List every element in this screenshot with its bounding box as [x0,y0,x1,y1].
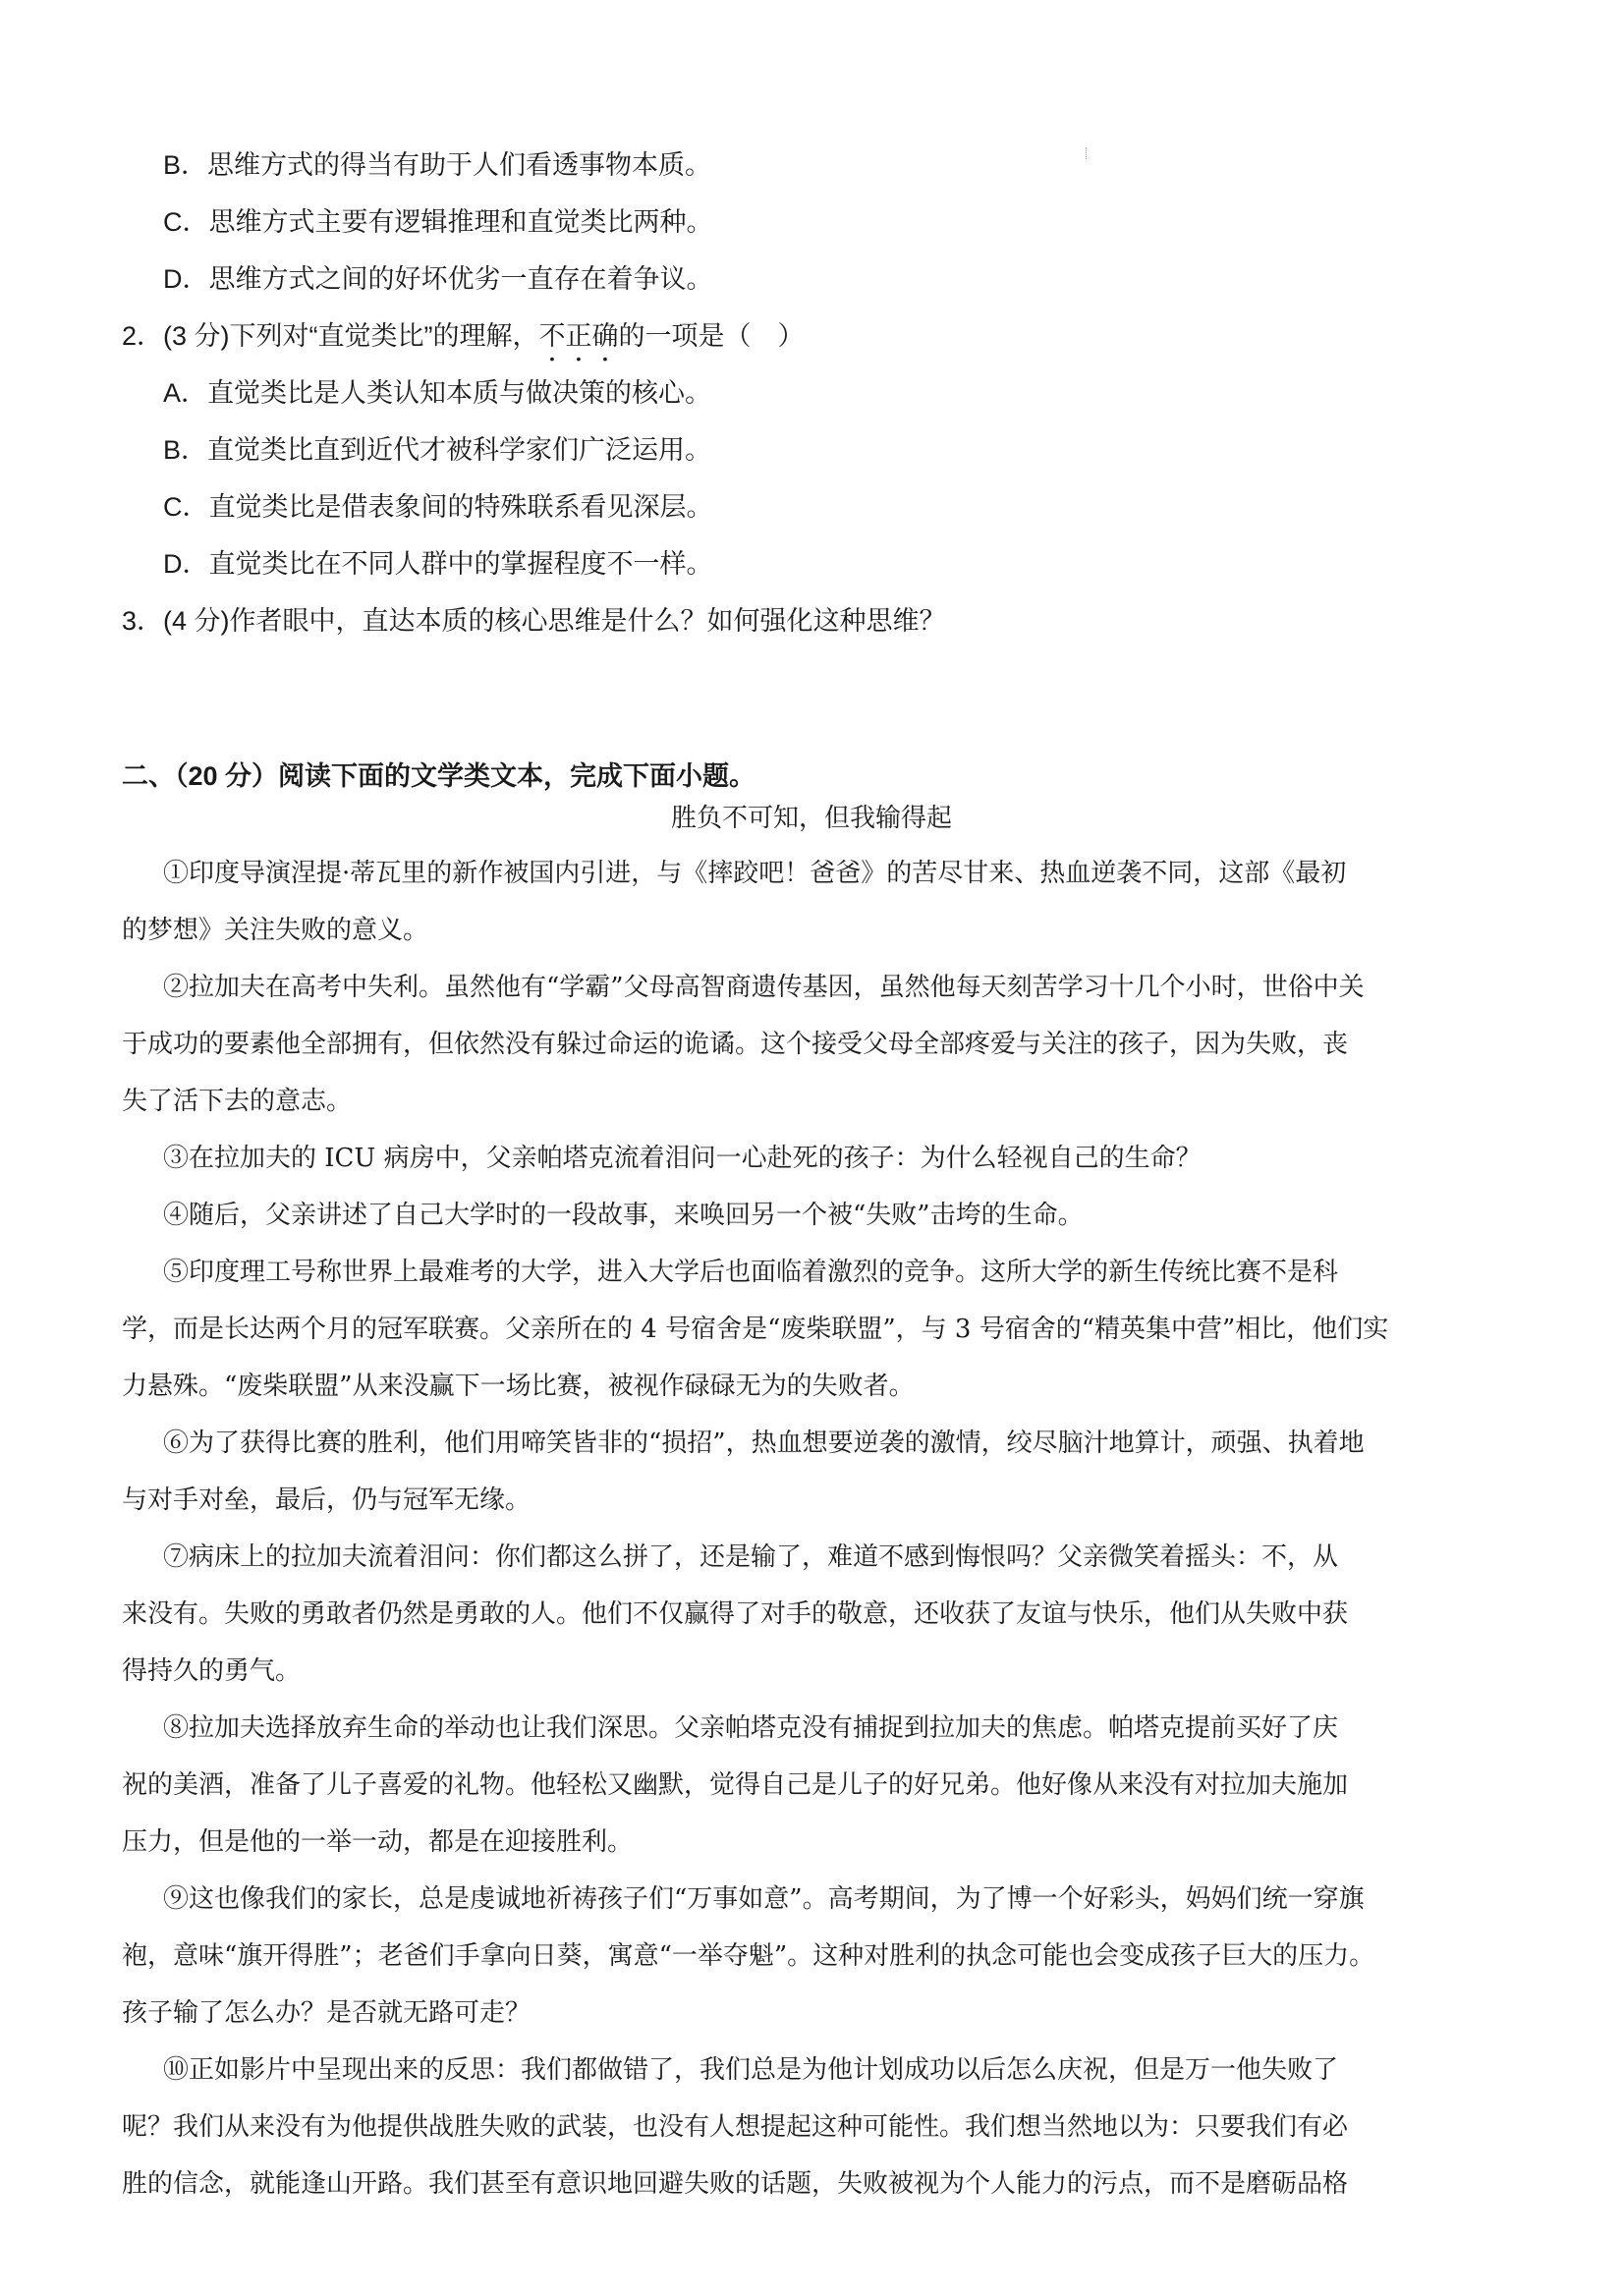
q2-stem-emphasis: 不正确 [538,321,619,351]
passage-line: 呢？我们从来没有为他提供战胜失败的武装，也没有人想提起这种可能性。我们想当然地以为：只要我们有必 [122,2112,1349,2142]
passage-line: 力悬殊。“废柴联盟”从来没赢下一场比赛，被视作碌碌无为的失败者。 [122,1372,915,1401]
passage-title: 胜负不可知，但我输得起 [670,804,952,833]
passage-line: ⑧拉加夫选择放弃生命的举动也让我们深思。父亲帕塔克没有捕捉到拉加夫的焦虑。帕塔克提前买好了庆 [163,1713,1339,1743]
passage-line: 得持久的勇气。 [122,1656,302,1686]
q1-option-c: C．思维方式主要有逻辑推理和直觉类比两种。 [163,207,713,237]
passage-line: ③在拉加夫的 ICU 病房中，父亲帕塔克流着泪问一心赴死的孩子：为什么轻视自己的生命？ [163,1144,1202,1173]
passage-line: 于成功的要素他全部拥有，但依然没有躲过命运的诡谲。这个接受父母全部疼爱与关注的孩子，因为失败，丧 [122,1030,1349,1059]
q2-option-a: A．直觉类比是人类认知本质与做决策的核心。 [163,378,712,408]
passage-line: 与对手对垒，最后，仍与冠军无缘。 [122,1485,532,1515]
passage-line: 的梦想》关注失败的意义。 [122,916,429,945]
passage-line: ①印度导演涅提·蒂瓦里的新作被国内引进，与《摔跤吧！爸爸》的苦尽甘来、热血逆袭不同，这部《最初 [163,859,1347,888]
passage-line: 袍，意味“旗开得胜”；老爸们手拿向日葵，寓意“一举夺魁”。这种对胜利的执念可能也会变成孩子巨大的压力。 [122,1941,1375,1971]
q3-stem: 3．(4 分)作者眼中，直达本质的核心思维是什么？如何强化这种思维？ [122,606,946,636]
passage-line: 来没有。失败的勇敢者仍然是勇敢的人。他们不仅赢得了对手的敬意，还收获了友谊与快乐，他们从失败中获 [122,1599,1349,1629]
passage-line: ④随后，父亲讲述了自己大学时的一段故事，来唤回另一个被“失败”击垮的生命。 [163,1201,1084,1230]
q2-option-b: B．直觉类比直到近代才被科学家们广泛运用。 [163,435,712,465]
passage-line: 学，而是长达两个月的冠军联赛。父亲所在的 4 号宿舍是“废柴联盟”，与 3 号宿舍的“精英集中营”相比，他们实 [122,1315,1389,1344]
q2-stem-before: 2．(3 分)下列对“直觉类比”的理解， [122,321,539,351]
passage-line: 压力，但是他的一举一动，都是在迎接胜利。 [122,1827,634,1857]
passage-line: ⑥为了获得比赛的胜利，他们用啼笑皆非的“损招”，热血想要逆袭的激情，绞尽脑汁地算计，顽强、执着地 [163,1428,1365,1458]
q2-stem [122,314,805,366]
passage-line: 失了活下去的意志。 [122,1087,353,1116]
passage-line: ⑤印度理工号称世界上最难考的大学，进入大学后也面临着激烈的竞争。这所大学的新生传统比赛不是科 [163,1258,1339,1287]
passage-line: ⑦病床上的拉加夫流着泪问：你们都这么拼了，还是输了，难道不感到悔恨吗？父亲微笑着摇头：不，从 [163,1542,1339,1572]
passage-line: ⑨这也像我们的家长，总是虔诚地祈祷孩子们“万事如意”。高考期间，为了博一个好彩头，妈妈们统一穿旗 [163,1884,1365,1914]
q2-option-c: C．直觉类比是借表象间的特殊联系看见深层。 [163,492,713,522]
passage-line: ②拉加夫在高考中失利。虽然他有“学霸”父母高智商遗传基因，虽然他每天刻苦学习十几个小时，世俗中关 [163,973,1365,1002]
passage-line: ⑩正如影片中呈现出来的反思：我们都做错了，我们总是为他计划成功以后怎么庆祝，但是万一他失败了 [163,2055,1339,2085]
passage-line: 胜的信念，就能逢山开路。我们甚至有意识地回避失败的话题，失败被视为个人能力的污点，而不是磨砺品格 [122,2169,1349,2199]
section2-heading: 二、（20 分）阅读下面的文学类文本，完成下面小题。 [122,761,756,791]
q1-option-d: D．思维方式之间的好坏优劣一直存在着争议。 [163,264,713,294]
passage-line: 孩子输了怎么办？是否就无路可走？ [122,1998,532,2028]
q1-option-b: B．思维方式的得当有助于人们看透事物本质。 [163,150,712,180]
passage-line: 祝的美酒，准备了儿子喜爱的礼物。他轻松又幽默，觉得自己是儿子的好兄弟。他好像从来没有对拉加夫施加 [122,1770,1349,1800]
q2-stem-after: 的一项是（ ） [618,321,805,351]
q2-option-d: D．直觉类比在不同人群中的掌握程度不一样。 [163,549,713,579]
scan-mark [1086,147,1089,159]
